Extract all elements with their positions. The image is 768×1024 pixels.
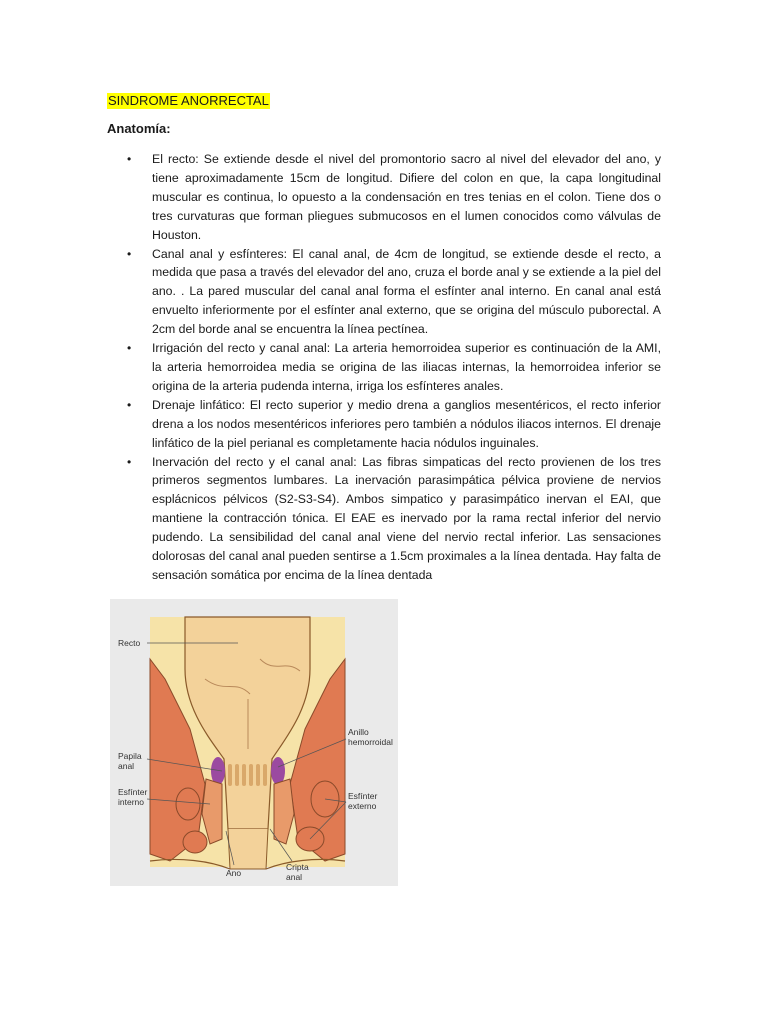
external-sphincter-bundle bbox=[176, 788, 200, 820]
bullet-icon: • bbox=[127, 397, 132, 412]
label-papila-anal-2: anal bbox=[118, 761, 135, 771]
list-item-text: Inervación del recto y el canal anal: Las fibras simpaticas del recto provienen de los tres primeros segmentos lumbares. La inervación parasimpática pélvica proviene de nervios esplácnicos pélvicos (S2-S3-S4). Ambos simpatico y parasimpático inervan el EAI, que mantiene la contracción tónica. El EAE es inervado por la rama rectal inferior del nervio pudendo. La sensibilidad del canal anal viene del nervio rectal inferior. Las sensaciones dolorosas del canal anal pueden sentirse a 1.5cm proximales a la línea dentada. Hay falta de sensación somática por encima de la línea dentada bbox=[152, 454, 661, 582]
list-item-text: Canal anal y esfínteres: El canal anal, de 4cm de longitud, se extiende desde el recto, a medida que pasa a través del elevador del ano, cruza el borde anal y se extiende a la piel del ano. . La pared muscular del canal anal forma el esfínter anal interno. En canal anal está envuelto inferiormente por el esfínter anal externo, que se origina del músculo puborectal. A 2cm del borde anal se encuentra la línea pectínea. bbox=[152, 246, 661, 337]
label-ano: Ano bbox=[226, 868, 242, 878]
list-item-text: Irrigación del recto y canal anal: La arteria hemorroidea superior es continuación de la AMI, la arteria hemorroidea media se origina de las iliacas internas, la hemorroidea inferior se origina de la arteria pudenda interna, irriga los esfínteres anales. bbox=[152, 341, 661, 393]
label-esfinter-externo-1: Esfínter bbox=[348, 791, 378, 801]
bullet-icon: • bbox=[127, 454, 132, 469]
label-esfinter-interno-1: Esfínter bbox=[118, 787, 148, 797]
list-item bbox=[107, 339, 661, 396]
external-sphincter-bundle bbox=[183, 831, 207, 853]
anorectal-diagram bbox=[110, 599, 398, 886]
anal-column bbox=[256, 764, 260, 786]
anal-column bbox=[263, 764, 267, 786]
list-item bbox=[107, 150, 661, 245]
label-esfinter-interno-2: interno bbox=[118, 797, 144, 807]
list-item bbox=[107, 396, 661, 453]
section-heading: Anatomía: bbox=[107, 121, 171, 136]
bullet-icon: • bbox=[127, 341, 132, 356]
bullet-list bbox=[107, 150, 661, 585]
label-cripta-anal-1: Cripta bbox=[286, 862, 309, 872]
anal-column bbox=[235, 764, 239, 786]
list-item-text: El recto: Se extiende desde el nivel del promontorio sacro al nivel del elevador del ano, y tiene aproximadamente 15cm de longitud. Difiere del colon en que, la capa longitudinal muscular es continua, lo opuesto a la condensación en tres tenias en el colon. Tiene dos o tres curvaturas que forman pliegues submucosos en el lumen conocidos como válvulas de Houston. bbox=[152, 152, 661, 242]
list-item bbox=[107, 453, 661, 585]
anal-canal bbox=[228, 829, 268, 869]
anal-column bbox=[249, 764, 253, 786]
bullet-icon: • bbox=[127, 246, 132, 261]
list-item-text: Drenaje linfático: El recto superior y medio drena a ganglios mesentéricos, el recto inferior drena a los nodos mesentéricos inferiores pero también a nódulos iliacos internos. El drenaje linfático de la piel perianal es completamente hacia nódulos inguinales. bbox=[152, 397, 661, 450]
label-papila-anal-1: Papila bbox=[118, 751, 142, 761]
label-anillo-hemorroidal-2: hemorroidal bbox=[348, 737, 393, 747]
label-esfinter-externo-2: externo bbox=[348, 801, 377, 811]
label-recto: Recto bbox=[118, 638, 141, 648]
anatomy-figure bbox=[110, 599, 398, 886]
list-item bbox=[107, 245, 661, 340]
document-title: SINDROME ANORRECTAL bbox=[108, 93, 269, 108]
label-anillo-hemorroidal-1: Anillo bbox=[348, 727, 369, 737]
anal-column bbox=[228, 764, 232, 786]
bullet-icon: • bbox=[127, 152, 132, 166]
anal-column bbox=[242, 764, 246, 786]
label-cripta-anal-2: anal bbox=[286, 872, 303, 882]
